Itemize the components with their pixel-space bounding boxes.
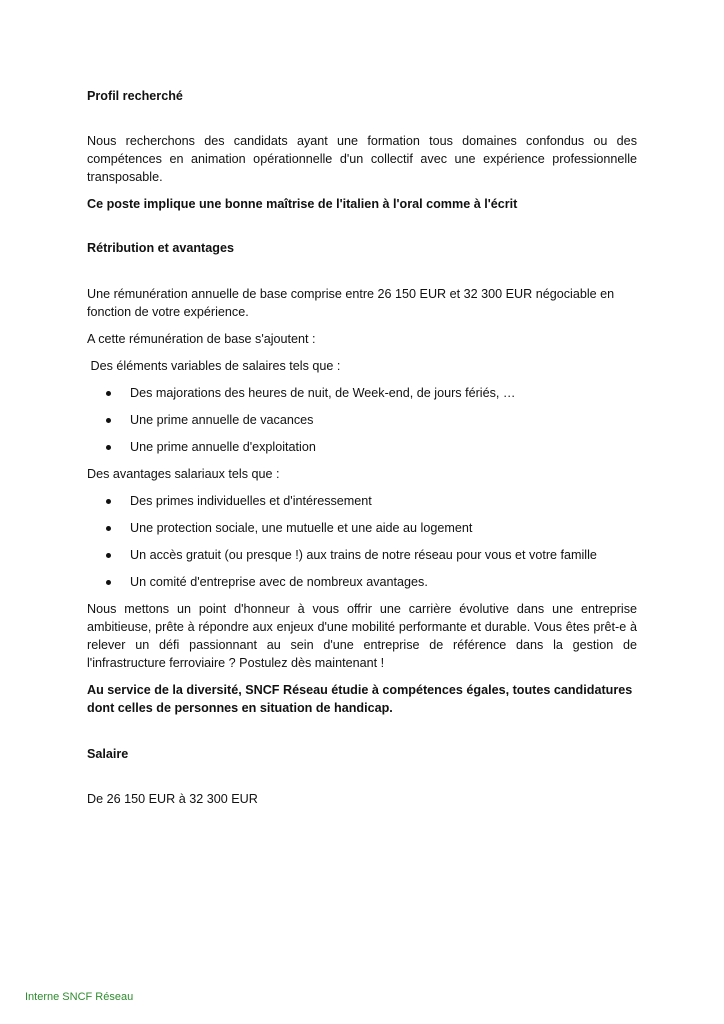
bullet-icon — [106, 580, 111, 585]
list-item — [87, 438, 637, 456]
list-item-text: Des primes individuelles et d'intéressement — [130, 494, 372, 508]
salary-value: De 26 150 EUR à 32 300 EUR — [87, 792, 258, 806]
additions-intro: A cette rémunération de base s'ajoutent : — [87, 332, 316, 346]
variable-elements-list — [87, 384, 637, 456]
list-item-text: Un accès gratuit (ou presque !) aux trains de notre réseau pour vous et votre famille — [130, 548, 597, 562]
bullet-icon — [106, 418, 111, 423]
language-requirement: Ce poste implique une bonne maîtrise de l'italien à l'oral comme à l'écrit — [87, 197, 518, 211]
list-item-text: Une prime annuelle d'exploitation — [130, 440, 316, 454]
bullet-icon — [106, 445, 111, 450]
bullet-icon — [106, 499, 111, 504]
benefits-intro: Des avantages salariaux tels que : — [87, 467, 280, 481]
variable-elements-intro: Des éléments variables de salaires tels que : — [87, 359, 341, 373]
bullet-icon — [106, 553, 111, 558]
list-item — [87, 492, 637, 510]
profile-text: Nous recherchons des candidats ayant une formation tous domaines confondus ou des compétences en animation opérationnelle d'un collectif avec une expérience professionnelle transposable. — [87, 134, 637, 184]
list-item-text: Des majorations des heures de nuit, de Week-end, de jours fériés, … — [130, 386, 516, 400]
benefits-list — [87, 492, 637, 591]
footer-classification-label: Interne SNCF Réseau — [25, 991, 134, 1003]
list-item — [87, 384, 637, 402]
list-item-text: Une protection sociale, une mutuelle et une aide au logement — [130, 521, 473, 535]
list-item — [87, 519, 637, 537]
bullet-icon — [106, 391, 111, 396]
bullet-icon — [106, 526, 111, 531]
list-item — [87, 546, 637, 564]
salary-heading: Salaire — [87, 747, 129, 761]
career-text: Nous mettons un point d'honneur à vous offrir une carrière évolutive dans une entreprise ambitieuse, prête à répondre aux enjeux d'une mobilité performante et durable. Vous êtes prêt-e à relever un défi passionnant au sein d'une entreprise de référence dans la gestion de l'infrastructure ferroviaire ? Postulez dès maintenant ! — [87, 602, 637, 670]
retribution-heading: Rétribution et avantages — [87, 241, 234, 255]
document-content — [87, 87, 637, 808]
diversity-statement: Au service de la diversité, SNCF Réseau étudie à compétences égales, toutes candidatures dont celles de personnes en situation de handicap. — [87, 683, 633, 715]
profile-heading: Profil recherché — [87, 89, 183, 103]
list-item — [87, 573, 637, 591]
base-salary-text: Une rémunération annuelle de base comprise entre 26 150 EUR et 32 300 EUR négociable en fonction de votre expérience. — [87, 287, 615, 319]
list-item-text: Un comité d'entreprise avec de nombreux avantages. — [130, 575, 428, 589]
list-item — [87, 411, 637, 429]
list-item-text: Une prime annuelle de vacances — [130, 413, 314, 427]
